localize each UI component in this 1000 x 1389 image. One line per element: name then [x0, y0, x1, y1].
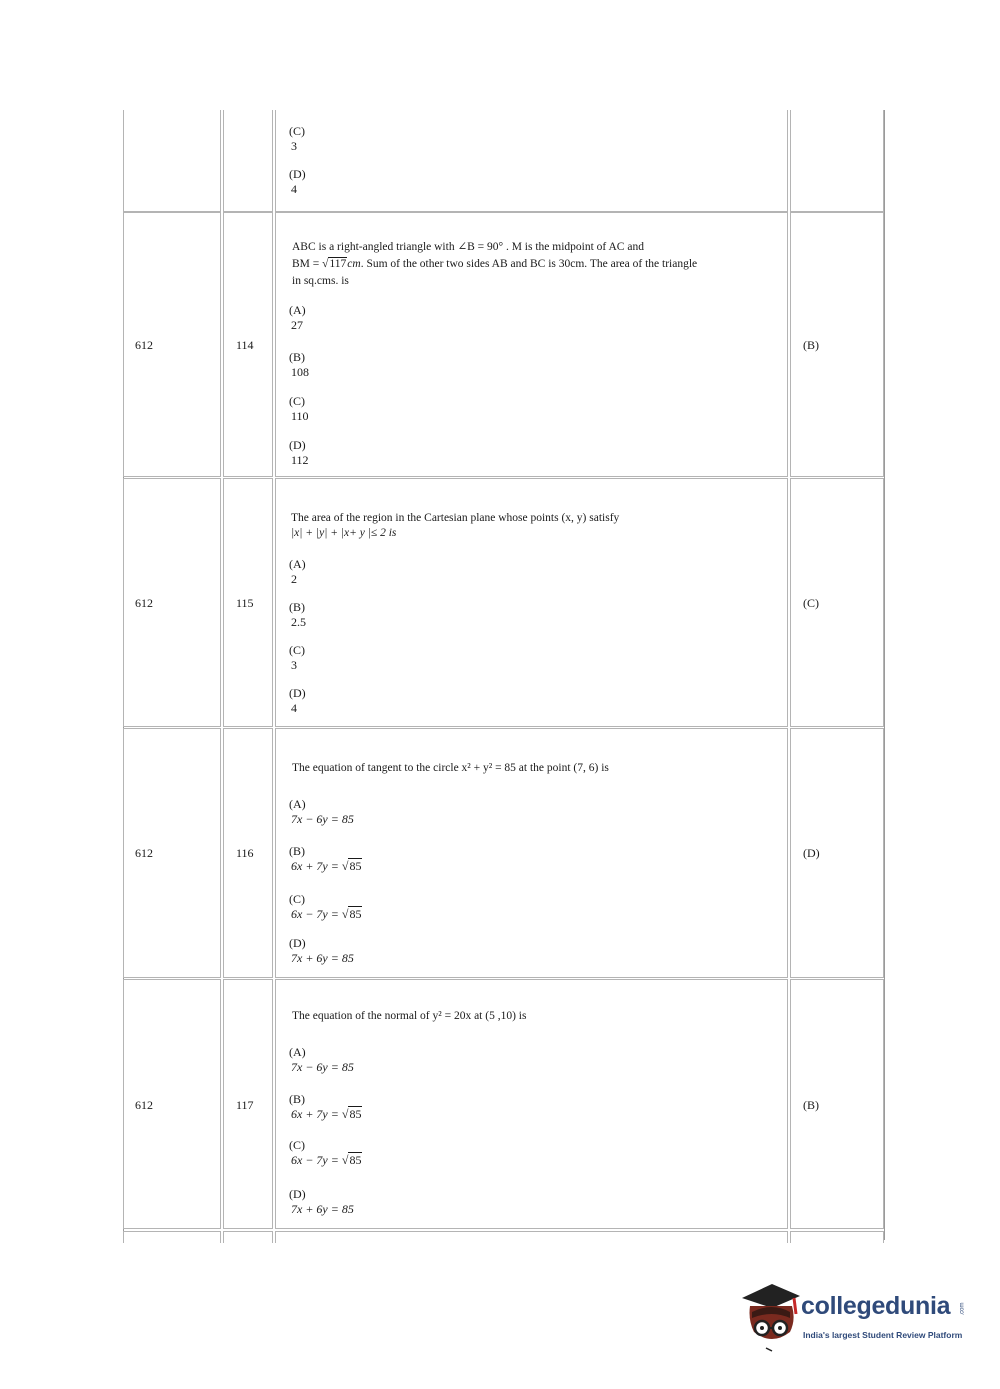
paper-code: 612 — [135, 596, 153, 610]
brand-name: collegedunia — [801, 1292, 951, 1320]
answer-key: (C) — [803, 596, 819, 610]
brand-suffix: .com — [959, 1302, 966, 1316]
table-row — [123, 1231, 221, 1243]
table-row — [275, 1231, 788, 1243]
question-number: 117 — [236, 1098, 254, 1112]
question-text: The equation of tangent to the circle x² + y² = 85 at the point (7, 6) is — [292, 762, 609, 774]
option-c: (C) 3 — [289, 124, 305, 153]
table-row — [790, 110, 884, 212]
option-b: (B) 6x + 7y = √85 — [289, 844, 362, 873]
option-d: (D) 4 — [289, 167, 306, 196]
brand-tagline: India's largest Student Review Platform — [803, 1330, 963, 1340]
option-a: (A) 2 — [289, 557, 306, 586]
option-c: (C) 6x − 7y = √85 — [289, 892, 362, 921]
answer-key: (D) — [803, 846, 820, 860]
paper-code: 612 — [135, 338, 153, 352]
table-row — [223, 1231, 273, 1243]
option-b: (B) 2.5 — [289, 600, 306, 629]
option-b: (B) 6x + 7y = √85 — [289, 1092, 362, 1121]
table-row — [223, 110, 273, 212]
table-row — [275, 110, 788, 212]
option-c: (C) 3 — [289, 643, 305, 672]
question-number: 114 — [236, 338, 254, 352]
table-row — [790, 1231, 884, 1243]
answer-key: (B) — [803, 338, 819, 352]
question-text: The equation of the normal of y² = 20x at (5 ,10) is — [292, 1010, 527, 1022]
question-number: 116 — [236, 846, 254, 860]
option-d: (D) 112 — [289, 438, 309, 467]
question-text: ABC is a right-angled triangle with ∠B = 90° . M is the midpoint of AC and BM = √117cm. Sum of the other two sides AB and BC is 30cm. The area of the triangle in sq.cms. is — [292, 241, 698, 287]
option-d: (D) 7x + 6y = 85 — [289, 936, 354, 965]
table-row — [123, 110, 221, 212]
paper-code: 612 — [135, 846, 153, 860]
option-d: (D) 4 — [289, 686, 306, 715]
table-border-right — [884, 110, 885, 1240]
paper-code: 612 — [135, 1098, 153, 1112]
option-b: (B) 108 — [289, 350, 309, 379]
option-a: (A) 7x − 6y = 85 — [289, 797, 354, 826]
option-a: (A) 7x − 6y = 85 — [289, 1045, 354, 1074]
option-d: (D) 7x + 6y = 85 — [289, 1187, 354, 1216]
answer-key: (B) — [803, 1098, 819, 1112]
option-a: (A) 27 — [289, 303, 306, 332]
question-text: The area of the region in the Cartesian plane whose points (x, y) satisfy |x| + |y| + |x+ y |≤ 2 is — [291, 512, 620, 539]
option-c: (C) 110 — [289, 394, 309, 423]
option-c: (C) 6x − 7y = √85 — [289, 1138, 362, 1167]
question-number: 115 — [236, 596, 254, 610]
